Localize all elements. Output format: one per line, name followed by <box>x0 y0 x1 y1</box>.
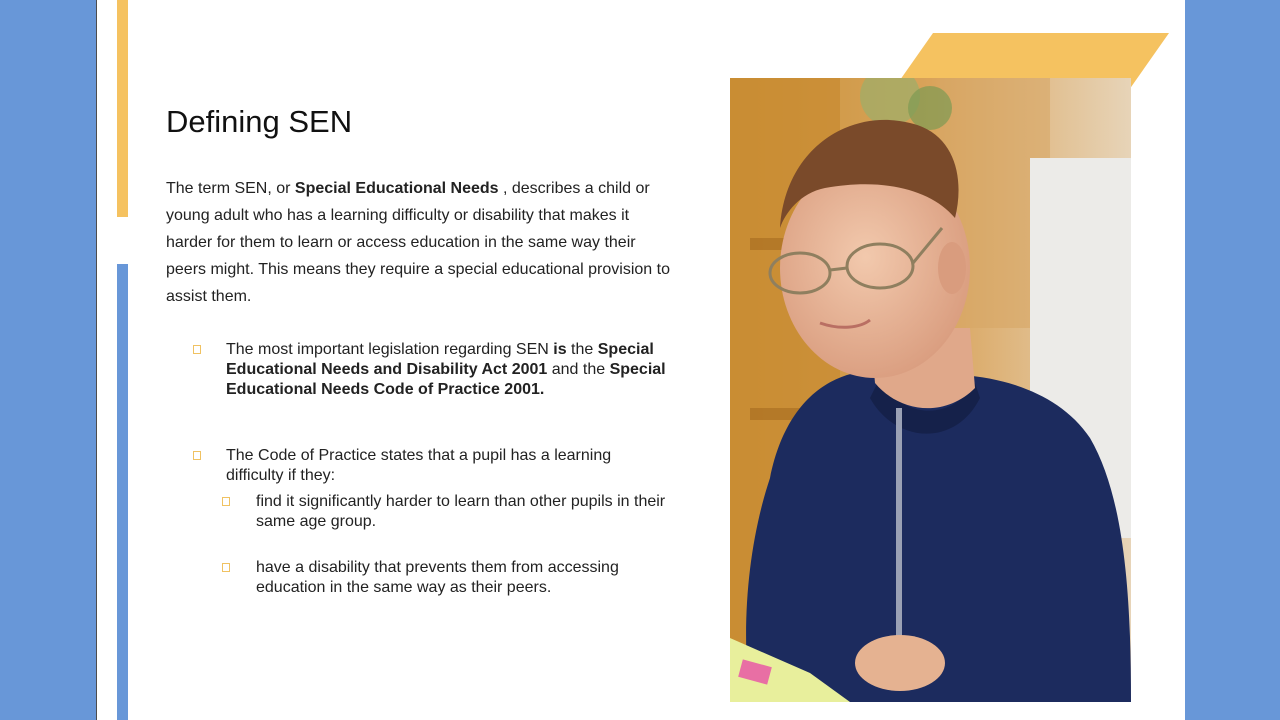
intro-text-bold: Special Educational Needs <box>294 180 499 197</box>
sub-bullet-marker-icon <box>222 497 230 506</box>
bullet-item-code-of-practice: The Code of Practice states that a pupil has a learning difficulty if they: <box>226 447 612 484</box>
bullet-marker-icon <box>193 451 201 460</box>
slide-photo <box>730 78 1131 702</box>
sub-bullet-item: find it significantly harder to learn than other pupils in their same age group. <box>256 493 666 530</box>
bullet-text-mid2: and the <box>547 361 610 378</box>
bullet-text-act: Special Educational Needs and Disability Act 2001 <box>226 341 654 378</box>
intro-paragraph <box>166 175 676 310</box>
bullet-text-code: Special Educational Needs Code of Practice 2001. <box>226 361 666 398</box>
photo-young-man-reading-icon <box>730 78 1131 702</box>
bullet-item-legislation <box>226 340 676 400</box>
bullet-text-pre: The most important legislation regarding SEN <box>226 341 554 358</box>
bullet-text-mid: the <box>566 341 598 358</box>
slide-title: Defining SEN <box>166 104 353 139</box>
intro-text-pre: The term SEN, or <box>166 180 295 197</box>
sub-bullet-marker-icon <box>222 563 230 572</box>
sub-bullet-item: have a disability that prevents them from accessing education in the same way as their peers. <box>256 559 619 596</box>
bullet-text-bold: is <box>553 341 567 358</box>
bullet-marker-icon <box>193 345 201 354</box>
intro-text-post: , describes a child or young adult who has a learning difficulty or disability that makes it harder for them to learn or access education in the same way their peers might. This means they require a special educational provision to assist them. <box>166 180 670 305</box>
yellow-accent-bar <box>117 0 128 217</box>
blue-accent-bar <box>117 264 128 720</box>
